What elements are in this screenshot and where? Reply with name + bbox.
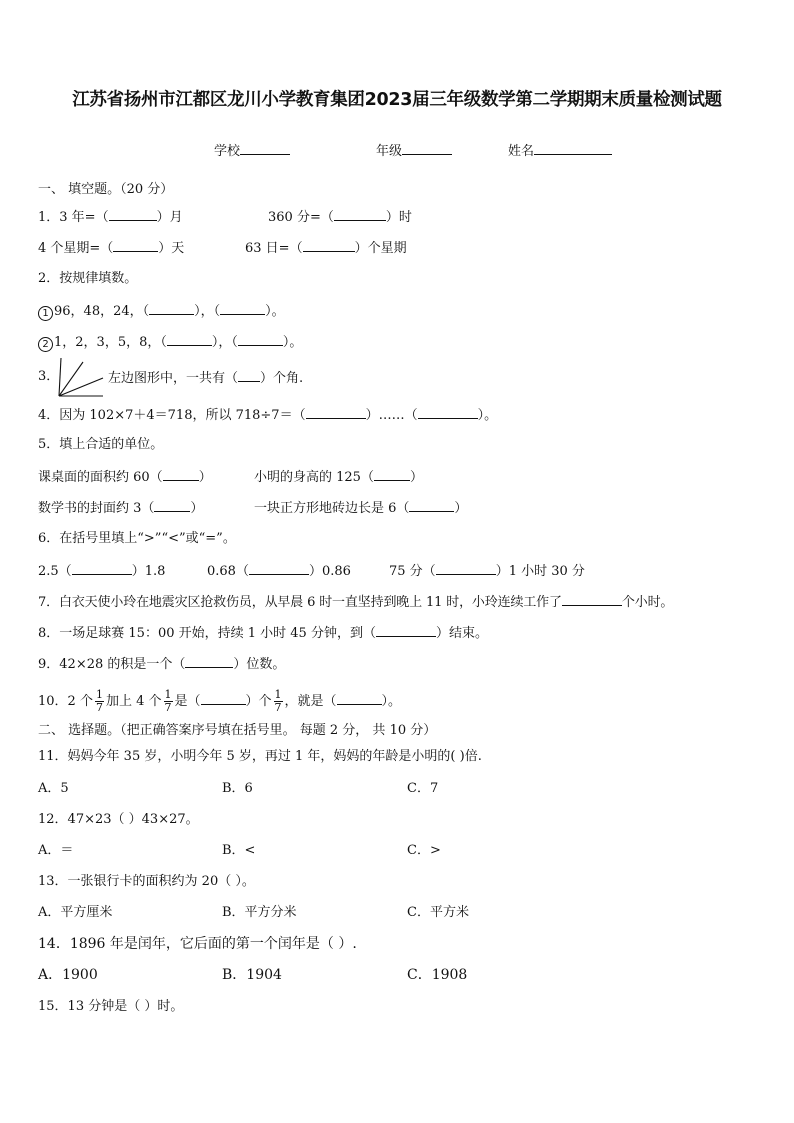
- question-14-option-b: B．1904: [222, 967, 282, 983]
- school-field: 学校: [214, 140, 290, 159]
- question-9: 9．42×28 的积是一个（ ）位数。: [38, 654, 285, 674]
- question-7: 7．白衣天使小玲在地震灾区抢救伤员，从早晨 6 时一直坚持到晚上 11 时，小玲连续工作了 个小时。: [38, 592, 673, 612]
- question-5-row-1: 课桌面的面积约 60（ ）: [38, 467, 212, 487]
- circled-number-1: 1: [38, 306, 53, 321]
- question-14-option-c: C．1908: [407, 967, 468, 983]
- question-6-c: 75 分（ ）1 小时 30 分: [389, 561, 585, 581]
- question-11-option-a: A．5: [38, 781, 69, 796]
- question-15: 15．13 分钟是（ ）时。: [38, 999, 184, 1014]
- question-12-option-a: A．＝: [38, 843, 74, 858]
- section-2-heading: 二、 选择题。（把正确答案序号填在括号里。 每题 2 分， 共 10 分）: [38, 723, 437, 738]
- question-1-row-2-b: 63 日=（ ）个星期: [245, 238, 407, 258]
- fraction-one-seventh: $\frac{1}{7}$: [274, 688, 282, 714]
- question-11-option-c: C．7: [407, 781, 439, 796]
- name-field: 姓名: [508, 140, 612, 159]
- question-13-option-b: B．平方分米: [222, 905, 297, 920]
- question-2-seq-1: 1 96，48，24，（ ），（ ）。: [38, 301, 285, 321]
- question-1-row-1-b: 360 分=（ ）时: [268, 207, 412, 227]
- question-5-row-2: 数学书的封面约 3（ ）: [38, 498, 203, 518]
- question-13-option-c: C．平方米: [407, 905, 469, 920]
- question-1-row-2: 4 个星期=（ ）天: [38, 238, 184, 258]
- angle-rays-figure: [57, 356, 105, 398]
- question-6-stem: 6．在括号里填上“>”“<”或“=”。: [38, 531, 236, 546]
- question-6-a: 2.5（ ）1.8: [38, 561, 165, 581]
- grade-field: 年级: [376, 140, 452, 159]
- question-2-seq-2: 2 1，2，3，5，8，（ ），（ ）。: [38, 332, 302, 352]
- question-13-option-a: A．平方厘米: [38, 905, 113, 920]
- question-5-row-2-b: 一块正方形地砖边长是 6（ ）: [254, 498, 467, 518]
- question-2-stem: 2．按规律填数。: [38, 271, 138, 286]
- question-12: 12．47×23（ ）43×27。: [38, 812, 199, 827]
- question-13: 13．一张银行卡的面积约为 20（ ）。: [38, 874, 255, 889]
- question-6-b: 0.68（ ）0.86: [207, 561, 351, 581]
- question-3: 3．: [38, 369, 60, 384]
- fraction-one-seventh: $\frac{1}{7}$: [164, 688, 172, 714]
- question-4: 4．因为 102×7＋4＝718，所以 718÷7＝（ ）……（ ）。: [38, 405, 497, 425]
- question-12-option-b: B．<: [222, 843, 256, 858]
- circled-number-2: 2: [38, 337, 53, 352]
- question-14: 14．1896 年是闰年，它后面的第一个闰年是（ ）.: [38, 936, 357, 952]
- question-3-text: 左边图形中，一共有（ ）个角.: [108, 368, 303, 388]
- question-5-stem: 5．填上合适的单位。: [38, 437, 164, 452]
- question-5-row-1-b: 小明的身高的 125（ ）: [254, 467, 423, 487]
- question-14-option-a: A．1900: [38, 967, 98, 983]
- question-11-option-b: B．6: [222, 781, 253, 796]
- question-8: 8．一场足球赛 15：00 开始，持续 1 小时 45 分钟，到（ ）结束。: [38, 623, 488, 643]
- section-1-heading: 一、 填空题。（20 分）: [38, 182, 174, 197]
- fraction-one-seventh: $\frac{1}{7}$: [95, 688, 103, 714]
- question-11: 11．妈妈今年 35 岁，小明今年 5 岁，再过 1 年，妈妈的年龄是小明的( )倍.: [38, 749, 482, 764]
- question-1-row-1: 1．3 年=（ ）月: [38, 207, 183, 227]
- question-12-option-c: C．>: [407, 843, 441, 858]
- question-10: 10．2 个 $\frac{1}{7}$ 加上 4 个 $\frac{1}{7}$ 是（ ）个 $\frac{1}{7}$ ，就是（ ）。: [38, 688, 402, 714]
- page-title: 江苏省扬州市江都区龙川小学教育集团2023届三年级数学第二学期期末质量检测试题: [72, 90, 722, 110]
